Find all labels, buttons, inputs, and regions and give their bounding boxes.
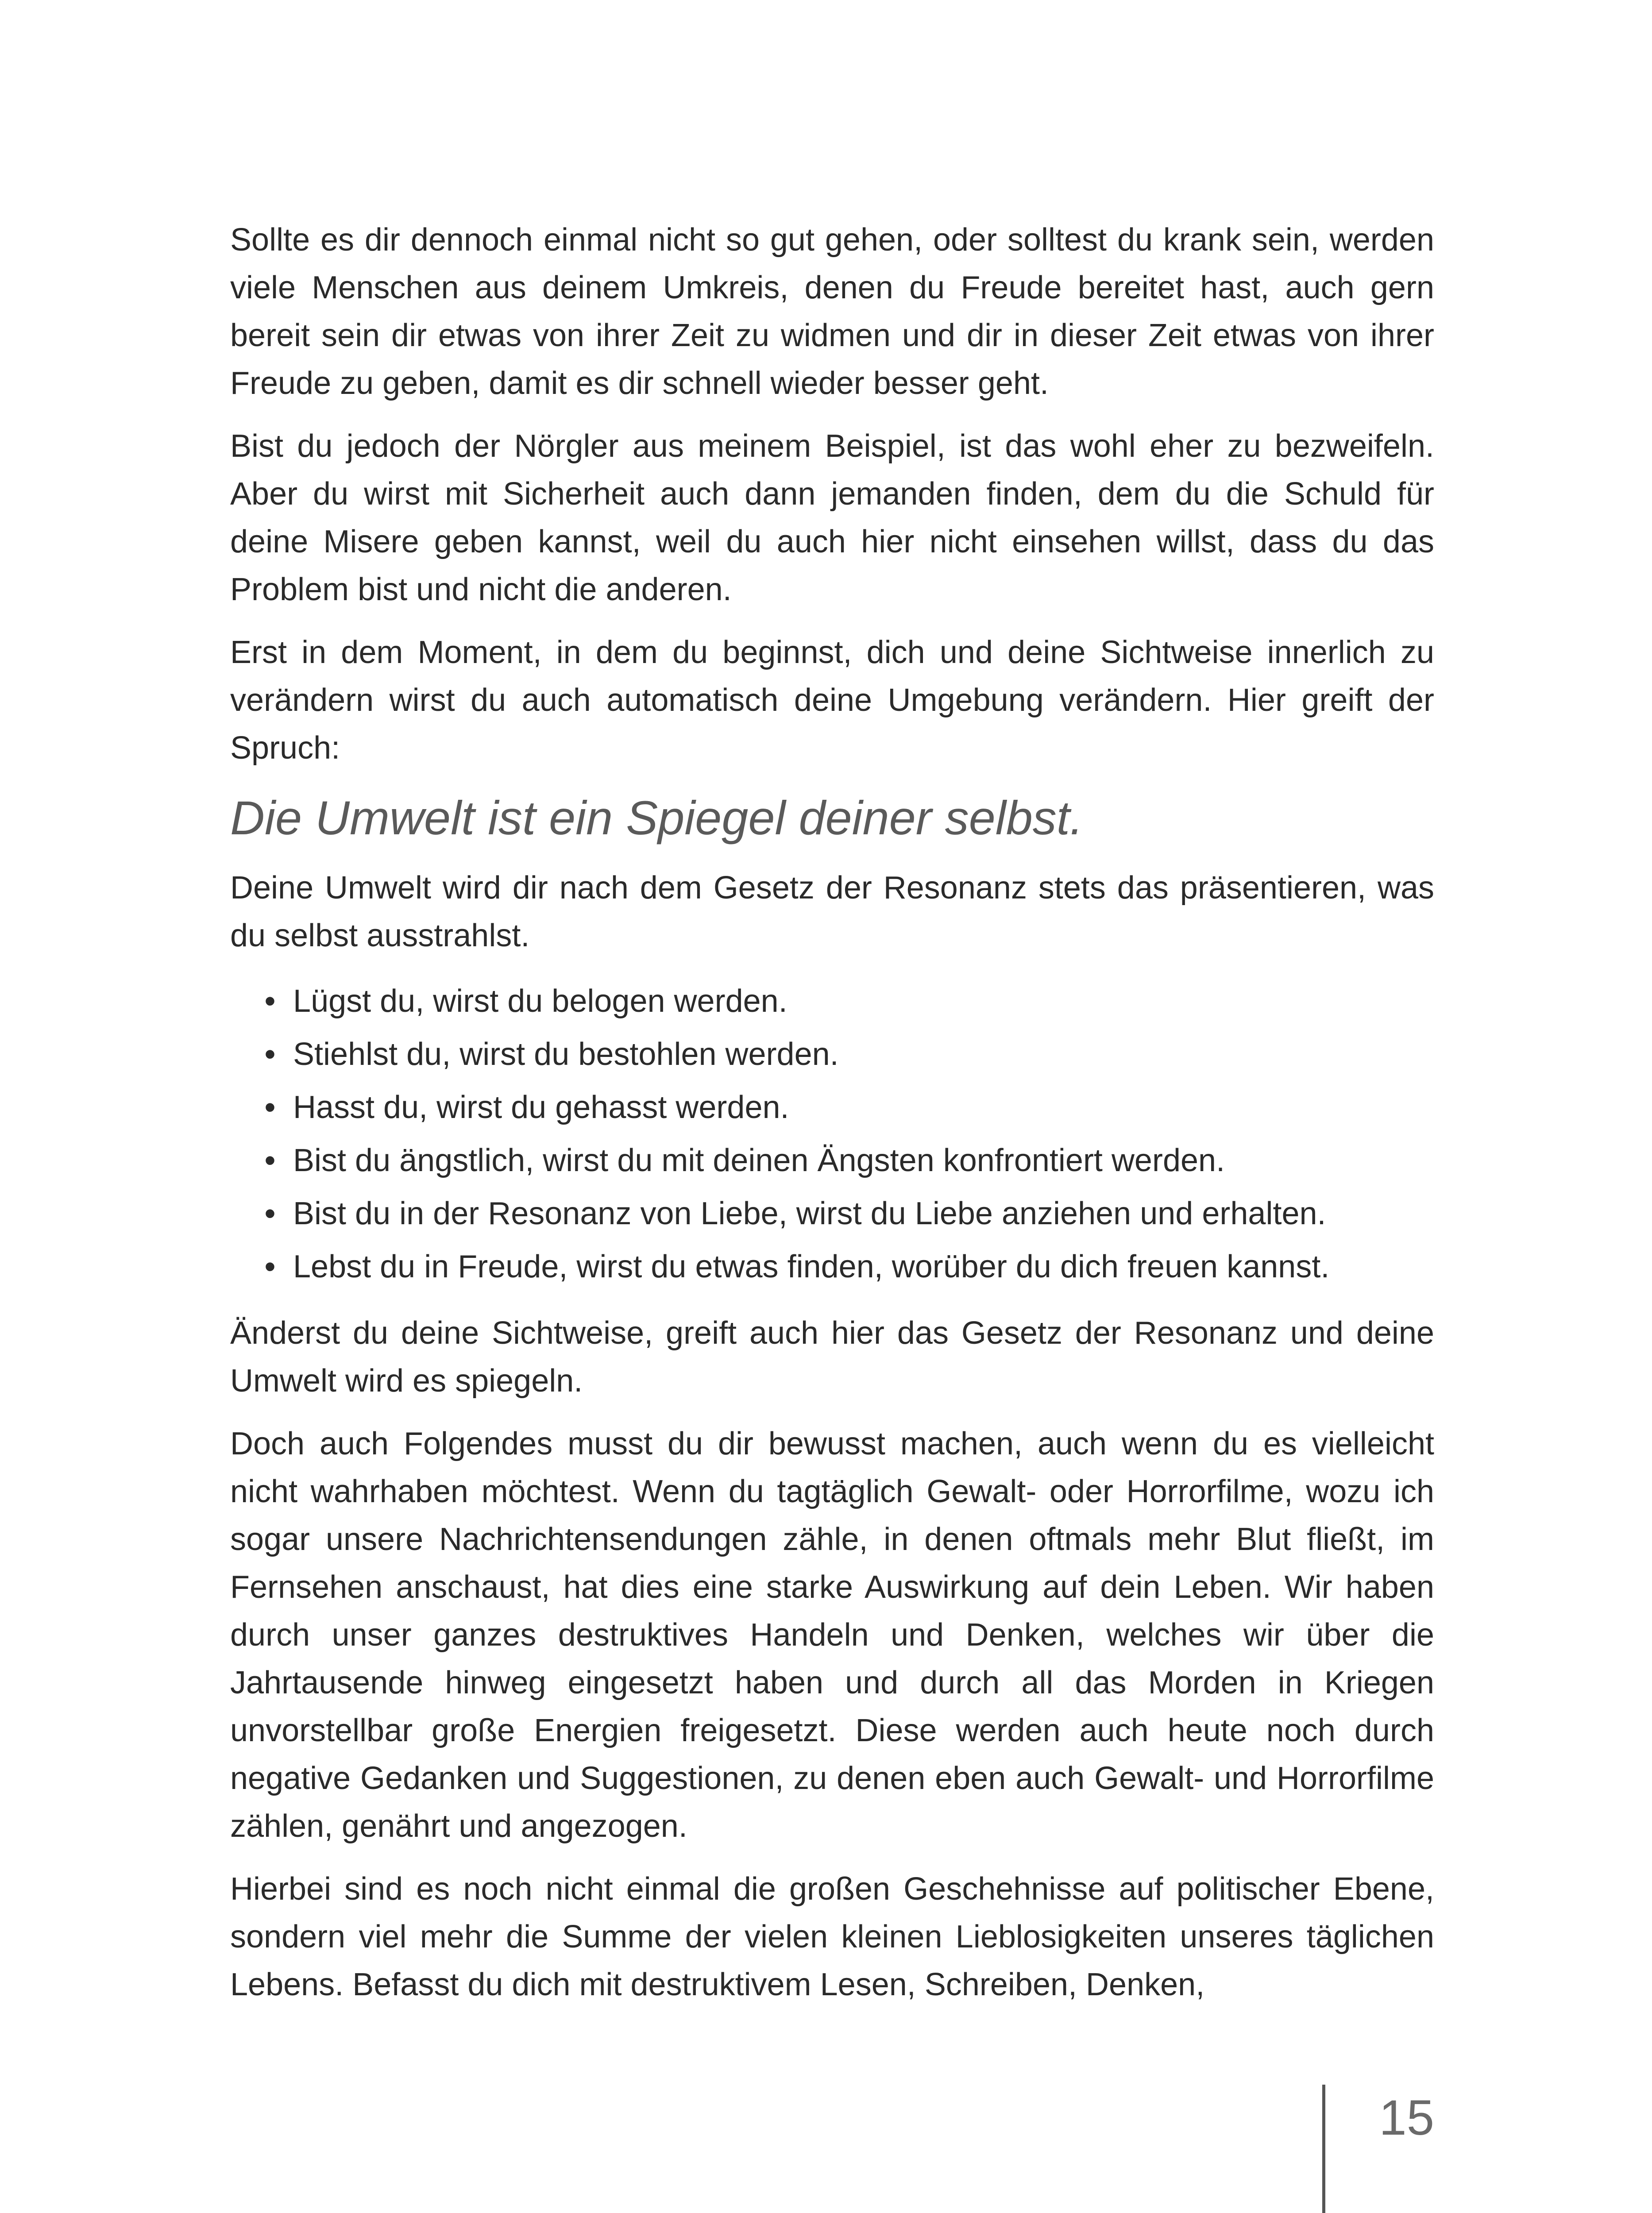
list-item: [261, 1134, 1434, 1187]
paragraph: Änderst du deine Sichtweise, greift auch hier das Gesetz der Resonanz und deine Umwelt wird es spiegeln.: [230, 1315, 1434, 1399]
paragraph: Hierbei sind es noch nicht einmal die großen Geschehnisse auf politischer Ebene, sondern viel mehr die Summe der vielen kleinen Lieblosigkeiten unseres täglichen Lebens. Befasst du dich mit destruktivem Lesen, Schreiben, Denken,: [230, 1871, 1434, 2002]
paragraph: Erst in dem Moment, in dem du beginnst, dich und deine Sichtweise innerlich zu verändern wirst du auch automatisch deine Umgebung verändern. Hier greift der Spruch:: [230, 635, 1434, 766]
bullet-icon: •: [264, 1249, 276, 1284]
list-item: [261, 975, 1434, 1028]
bullet-icon: •: [264, 1037, 276, 1072]
bullet-icon: •: [264, 1090, 276, 1125]
page-number-rule: [1322, 2085, 1325, 2213]
bullet-icon: •: [264, 1143, 276, 1178]
list-item-text: Lebst du in Freude, wirst du etwas finden, worüber du dich freuen kannst.: [293, 1249, 1330, 1284]
list-item: [261, 1081, 1434, 1134]
list-item: [261, 1187, 1434, 1240]
list-item-text: Bist du ängstlich, wirst du mit deinen Ängsten konfrontiert werden.: [293, 1143, 1225, 1178]
page-number: 15: [1379, 2090, 1434, 2145]
bullet-icon: •: [264, 983, 276, 1019]
bullet-list: [230, 975, 1434, 1293]
bullet-icon: •: [264, 1196, 276, 1231]
body-text: [230, 216, 1434, 2024]
paragraph: Sollte es dir dennoch einmal nicht so gut gehen, oder solltest du krank sein, werden viele Menschen aus deinem Umkreis, denen du Freude bereitet hast, auch gern bereit sein dir etwas von ihrer Zeit zu widmen und dir in dieser Zeit etwas von ihrer Freude zu geben, damit es dir schnell wieder besser geht.: [230, 222, 1434, 401]
list-item-text: Hasst du, wirst du gehasst werden.: [293, 1090, 789, 1125]
paragraph: Bist du jedoch der Nörgler aus meinem Beispiel, ist das wohl eher zu bezweifeln. Aber du wirst mit Sicherheit auch dann jemanden finden, dem du die Schuld für deine Misere geben kannst, weil du auch hier nicht einsehen willst, dass du das Problem bist und nicht die anderen.: [230, 428, 1434, 607]
list-item-text: Stiehlst du, wirst du bestohlen werden.: [293, 1037, 839, 1072]
list-item-text: Bist du in der Resonanz von Liebe, wirst du Liebe anziehen und erhalten.: [293, 1196, 1326, 1231]
pull-quote: Die Umwelt ist ein Spiegel deiner selbst.: [230, 791, 1083, 844]
list-item-text: Lügst du, wirst du belogen werden.: [293, 983, 787, 1019]
list-item: [261, 1028, 1434, 1081]
paragraph: Doch auch Folgendes musst du dir bewusst machen, auch wenn du es vielleicht nicht wahrhaben möchtest. Wenn du tagtäglich Gewalt- oder Horrorfilme, wozu ich sogar unsere Nachrichtensendungen zähle, in denen oftmals mehr Blut fließt, im Fernsehen anschaust, hat dies eine starke Auswirkung auf dein Leben. Wir haben durch unser ganzes destruktives Handeln und Denken, welches wir über die Jahrtausende hinweg eingesetzt haben und durch all das Morden in Kriegen unvorstellbar große Energien freigesetzt. Diese werden auch heute noch durch negative Gedanken und Suggestionen, zu denen eben auch Gewalt- und Horrorfilme zählen, genährt und angezogen.: [230, 1426, 1434, 1844]
list-item: [261, 1240, 1434, 1293]
paragraph: Deine Umwelt wird dir nach dem Gesetz der Resonanz stets das präsentieren, was du selbst ausstrahlst.: [230, 870, 1434, 953]
